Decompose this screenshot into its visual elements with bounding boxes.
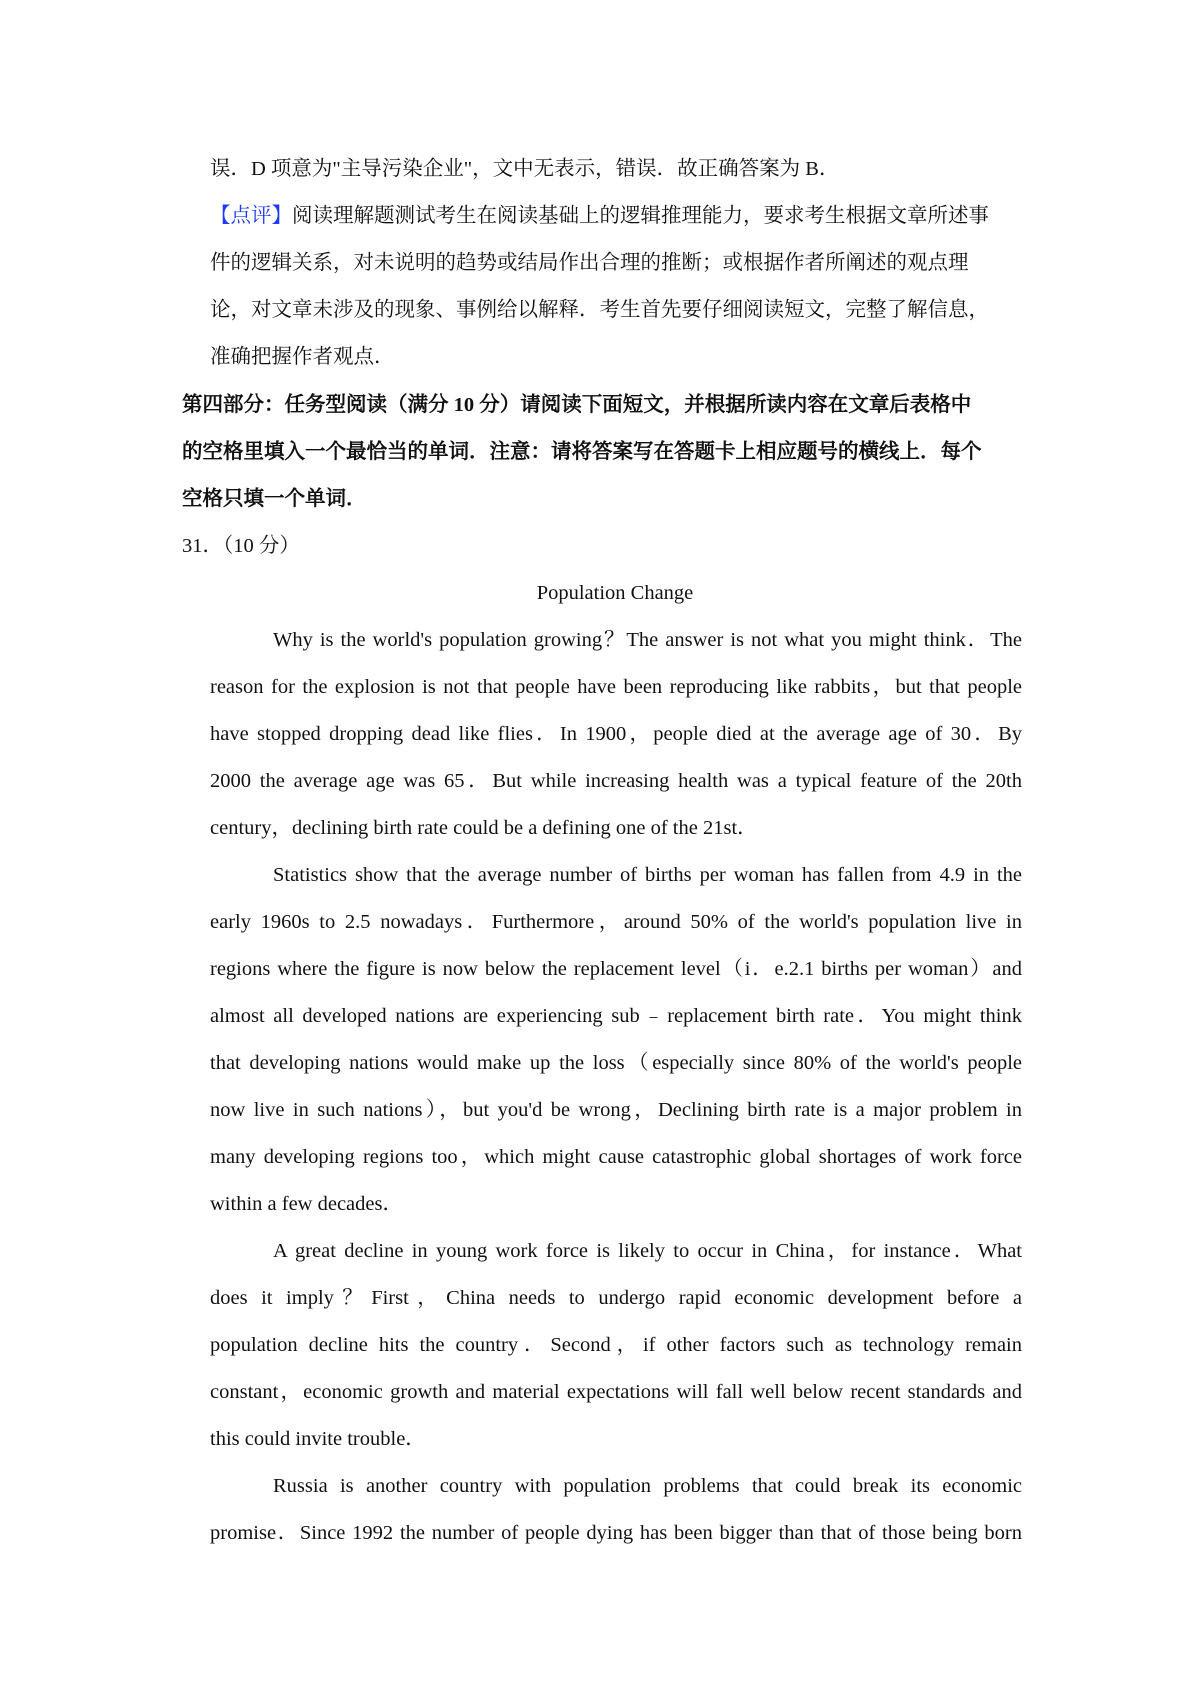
review-line-1 xyxy=(210,202,989,230)
p1-line-2: reason for the explosion is not that people have been reproducing like rabbits，but that people xyxy=(210,676,1022,698)
section-heading-line-3: 空格只填一个单词． xyxy=(182,488,367,510)
p2-line-3: regions where the figure is now below the replacement level（i．e.2.1 births per woman）and xyxy=(210,958,1022,980)
section-heading-line-2: 的空格里填入一个最恰当的单词．注意：请将答案写在答题卡上相应题号的横线上．每个 xyxy=(182,441,982,463)
p4-line-2: promise．Since 1992 the number of people dying has been bigger than that of those being born xyxy=(210,1522,1022,1544)
review-text: 阅读理解题测试考生在阅读基础上的逻辑推理能力，要求考生根据文章所述事 xyxy=(292,205,989,227)
p4-line-1: Russia is another country with population problems that could break its economic xyxy=(273,1475,1022,1497)
section-heading-line-1: 第四部分：任务型阅读（满分 10 分）请阅读下面短文，并根据所读内容在文章后表格中 xyxy=(182,394,972,416)
question-number: 31．（10 分） xyxy=(182,535,300,557)
p3-line-2: does it imply？First，China needs to undergo rapid economic development before a xyxy=(210,1287,1022,1309)
p2-line-6: now live in such nations），but you'd be wrong，Declining birth rate is a major problem in xyxy=(210,1099,1022,1121)
analysis-line: 误．D 项意为"主导污染企业"，文中无表示，错误．故正确答案为 B． xyxy=(210,158,840,180)
p1-line-1: Why is the world's population growing？The answer is not what you might think．The xyxy=(273,629,1022,651)
p1-line-4: 2000 the average age was 65．But while increasing health was a typical feature of the 20th xyxy=(210,770,1022,792)
p1-line-5: century，declining birth rate could be a defining one of the 21st． xyxy=(210,817,758,839)
p3-line-1: A great decline in young work force is likely to occur in China，for instance．What xyxy=(273,1240,1022,1262)
review-line-2: 件的逻辑关系，对未说明的趋势或结局作出合理的推断；或根据作者所阐述的观点理 xyxy=(210,252,969,274)
p3-line-4: constant，economic growth and material expectations will fall well below recent standards and xyxy=(210,1381,1022,1403)
p3-line-5: this could invite trouble． xyxy=(210,1428,426,1450)
review-tag: 【点评】 xyxy=(210,205,292,227)
review-line-4: 准确把握作者观点． xyxy=(210,346,395,368)
p2-line-4: almost all developed nations are experiencing sub﹣replacement birth rate．You might think xyxy=(210,1005,1022,1027)
p2-line-7: many developing regions too，which might cause catastrophic global shortages of work force xyxy=(210,1146,1022,1168)
p2-line-1: Statistics show that the average number of births per woman has fallen from 4.9 in the xyxy=(273,864,1022,886)
p2-line-5: that developing nations would make up the loss（especially since 80% of the world's people xyxy=(210,1052,1022,1074)
p2-line-2: early 1960s to 2.5 nowadays．Furthermore，around 50% of the world's population live in xyxy=(210,911,1022,933)
p3-line-3: population decline hits the country．Second，if other factors such as technology remain xyxy=(210,1334,1022,1356)
review-line-3: 论，对文章未涉及的现象、事例给以解释．考生首先要仔细阅读短文，完整了解信息， xyxy=(210,299,989,321)
p2-line-8: within a few decades． xyxy=(210,1193,403,1215)
passage-title: Population Change xyxy=(536,582,694,604)
p1-line-3: have stopped dropping dead like flies．In 1900，people died at the average age of 30．By xyxy=(210,723,1022,745)
